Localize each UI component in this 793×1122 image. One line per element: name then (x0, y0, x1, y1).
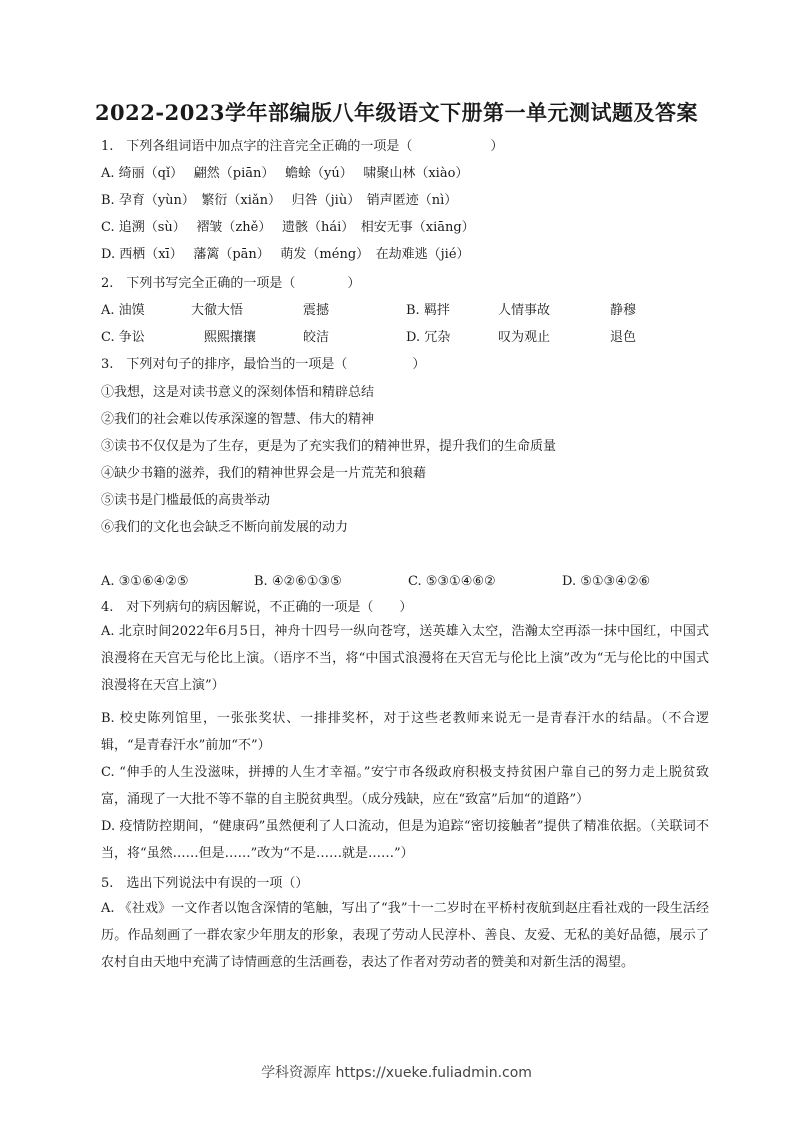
page-title: 2022-2023学年部编版八年级语文下册第一单元测试题及答案 (94, 100, 699, 125)
q1-option-a: A. 绮丽（qǐ） 翩然（piān） 蟾蜍（yú） 啸聚山林（xiào） (101, 166, 469, 181)
q2-option-c-label: C. 争讼 (101, 330, 145, 345)
footer-watermark: 学科资源库 https://xueke.fuliadmin.com (261, 1065, 532, 1081)
q4-option-c: C. “伸手的人生没滋味，拼搏的人生才幸福。”安宁市各级政府积极支持贫困户靠自己的努力走上脱贫致富，涌现了一大批不等不靠的自主脱贫典型。（成分残缺，应在“致富”后加“的道路”） (101, 765, 709, 807)
q2-option-a-word3: 震撼 (303, 303, 330, 318)
q2-option-c-word2: 熙熙攘攘 (204, 330, 257, 345)
q2-option-d-word2: 叹为观止 (498, 330, 551, 345)
q1-option-c: C. 追溯（sù） 褶皱（zhě） 遗骸（hái） 相安无事（xiāng） (101, 220, 475, 235)
q2-option-a-word2: 大徹大悟 (191, 303, 244, 318)
q5-option-a: A. 《社戏》一文作者以饱含深情的笔触，写出了“我”十一二岁时在平桥村夜航到赵庄看社戏的一段生活经历。作品刻画了一群农家少年朋友的形象，表现了劳动人民淳朴、善良、友爱、无私的美好品德，展示了农村自由天地中充满了诗情画意的生活画卷，表达了作者对劳动者的赞美和对新生活的渴望。 (101, 901, 709, 970)
q3-option-b: B. ④②⑥①③⑤ (254, 574, 342, 589)
q4-stem: 4. 对下列病句的病因解说，不正确的一项是（ ） (101, 600, 413, 615)
q2-option-b-word3: 静穆 (610, 303, 637, 318)
q3-item: ③读书不仅仅是为了生存，更是为了充实我们的精神世界，提升我们的生命质量 (101, 439, 557, 454)
q2-option-d-label: D. 冗杂 (406, 330, 451, 345)
q4-option-d: D. 疫情防控期间，“健康码”虽然便利了人口流动，但是为追踪“密切接触者”提供了精准依据。（关联词不当，将“虽然……但是……”改为“不是……就是……”） (101, 819, 709, 861)
q3-option-c: C. ⑤③①④⑥② (408, 574, 496, 589)
q2-option-d-word3: 退色 (610, 330, 637, 345)
q3-item: ⑥我们的文化也会缺乏不断向前发展的动力 (101, 520, 349, 535)
q1-option-d: D. 西栖（xī） 藩篱（pān） 萌发（méng） 在劫难逃（jié） (101, 247, 470, 262)
q2-option-b-word2: 人情事故 (498, 303, 551, 318)
q2-option-c-word3: 皎洁 (303, 330, 330, 345)
q2-row-1 (101, 302, 636, 320)
q4-option-a: A. 北京时间2022年6月5日，神舟十四号一纵向苍穹，送英雄入太空，浩瀚太空再添一抹中国红，中国式浪漫将在天宫无与伦比上演。（语序不当，将“中国式浪漫将在天宫无与伦比上演”改为“无与伦比的中国式浪漫将在天宫上演”） (101, 624, 709, 693)
q3-item: ②我们的社会难以传承深邃的智慧、伟大的精神 (101, 412, 375, 427)
q3-item: ④缺少书籍的滋养，我们的精神世界会是一片荒芜和狼藉 (101, 466, 427, 481)
q5-stem: 5. 选出下列说法中有误的一项（） (101, 876, 309, 891)
q3-option-d: D. ⑤①③④②⑥ (562, 574, 651, 589)
q3-options (101, 573, 650, 591)
q2-option-a-label: A. 油馍 (101, 303, 145, 318)
q2-stem: 2. 下列书写完全正确的一项是（ ） (101, 276, 361, 291)
q3-stem: 3. 下列对句子的排序，最恰当的一项是（ ） (101, 357, 426, 372)
q1-stem: 1. 下列各组词语中加点字的注音完全正确的一项是（ ） (101, 139, 504, 154)
q3-item: ①我想，这是对读书意义的深刻体悟和精辟总结 (101, 385, 375, 400)
q4-option-b: B. 校史陈列馆里，一张张奖状、一排排奖杯，对于这些老教师来说无一是青春汗水的结晶。（不合逻辑，“是青春汗水”前加“不”） (101, 711, 709, 753)
q1-option-b: B. 孕育（yùn） 繁衍（xiǎn） 归咎（jiù） 销声匿迹（nì） (101, 193, 458, 208)
q3-item: ⑤读书是门槛最低的高贵举动 (101, 493, 271, 508)
q2-option-b-label: B. 羁拌 (406, 303, 450, 318)
q3-option-a: A. ③①⑥④②⑤ (101, 574, 189, 589)
q2-row-2 (101, 329, 636, 347)
